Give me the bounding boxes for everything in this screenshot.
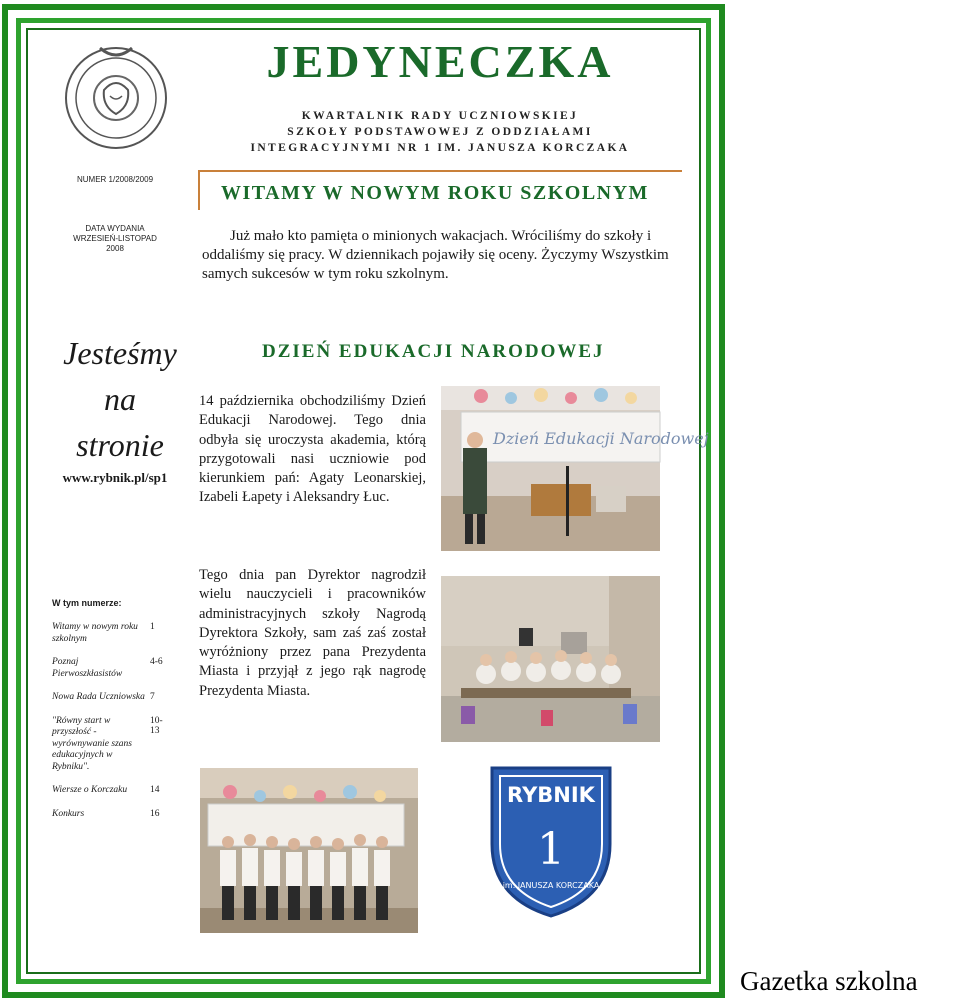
website-promo xyxy=(40,330,200,468)
toc-item-page: 16 xyxy=(150,808,160,819)
image-caption: Gazetka szkolna xyxy=(740,966,918,996)
date-line: WRZESIEŃ-LISTOPAD xyxy=(73,234,157,243)
article-paragraph-1: 14 października obchodziliśmy Dzień Edukacji Narodowej. Tego dnia odbyła się uroczysta akademia, którą przygotowali nasi uczniowie pod kierunkiem pań: Agaty Leonarskiej, Izabeli Łapety i Aleksandry Łuc. xyxy=(199,393,426,506)
subtitle-line: INTEGRACYJNYMI NR 1 IM. JANUSZA KORCZAKA xyxy=(250,142,630,154)
toc-item-label: Konkurs xyxy=(52,808,85,819)
promo-line: stronie xyxy=(76,427,164,463)
toc-heading: W tym numerze: xyxy=(52,598,122,608)
toc-item-label: Witamy w nowym roku szkolnym xyxy=(52,622,138,644)
date-line: 2008 xyxy=(106,244,124,253)
promo-line: na xyxy=(104,381,136,417)
welcome-text: Już mało kto pamięta o minionych wakacjach. Wróciliśmy do szkoły i oddaliśmy się pracy. W dziennikach pojawiły się oceny. Życzymy Wszystkim samych sukcesów w tym roku szkolnym. xyxy=(202,228,669,282)
toc-item-page: 1 xyxy=(150,622,155,632)
table-of-contents xyxy=(52,598,172,832)
subtitle-line: KWARTALNIK RADY UCZNIOWSKIEJ xyxy=(301,110,579,122)
toc-item-label: Wiersze o Korczaku xyxy=(52,785,128,795)
crest-patron: im. JANUSZA KORCZAKA xyxy=(502,881,600,890)
ceremony-photo xyxy=(441,386,709,551)
crest-city: RYBNIK xyxy=(507,783,595,807)
toc-item[interactable] xyxy=(52,692,172,704)
welcome-heading: WITAMY W NOWYM ROKU SZKOLNYM xyxy=(221,182,649,204)
article-paragraph-2: Tego dnia pan Dyrektor nagrodził wielu nauczycieli i pracowników administracyjnych szkoły Nagrodą Dyrektora Szkoły, sam zaś zaś został wyróżniony przez pana Prezydenta Miasta i przyjął z jego rąk nagrodę Prezydenta Miasta. xyxy=(199,567,426,699)
article-heading: DZIEŃ EDUKACJI NARODOWEJ xyxy=(262,341,605,362)
publication-date xyxy=(40,224,190,254)
toc-item-page: 14 xyxy=(150,785,160,795)
toc-item-label: "Równy start w przyszłość - wyrównywanie szans edukacyjnych w Rybniku". xyxy=(52,715,132,772)
newsletter-title: JEDYNECZKA xyxy=(266,36,614,87)
toc-item[interactable] xyxy=(52,785,172,797)
toc-item-page: 4-6 xyxy=(150,657,163,667)
promo-line: Jesteśmy xyxy=(63,335,177,371)
subtitle-line: SZKOŁY PODSTAWOWEJ Z ODDZIAŁAMI xyxy=(287,126,593,138)
newsletter-subtitle xyxy=(200,108,680,156)
toc-item[interactable] xyxy=(52,716,172,774)
toc-item-label: Nowa Rada Uczniowska xyxy=(52,692,145,702)
toc-item[interactable] xyxy=(52,809,172,821)
toc-item-label: Poznaj Pierwoszkłasistów xyxy=(52,657,123,679)
crest-number: 1 xyxy=(537,824,565,875)
website-url[interactable]: www.rybnik.pl/sp1 xyxy=(62,470,168,485)
toc-item[interactable] xyxy=(52,657,172,680)
banner-text: Dzień Edukacji Narodowej xyxy=(493,429,709,448)
toc-item[interactable] xyxy=(52,622,172,645)
stage-group-photo xyxy=(200,768,418,933)
masthead xyxy=(200,34,680,156)
toc-item-page: 10-13 xyxy=(150,715,163,736)
issue-number: NUMER 1/2008/2009 xyxy=(76,175,154,184)
school-emblem-icon xyxy=(60,40,172,152)
students-photo xyxy=(441,576,660,742)
date-line: DATA WYDANIA xyxy=(85,224,145,233)
rybnik-school-crest xyxy=(486,760,616,920)
toc-item-page: 7 xyxy=(150,692,155,702)
